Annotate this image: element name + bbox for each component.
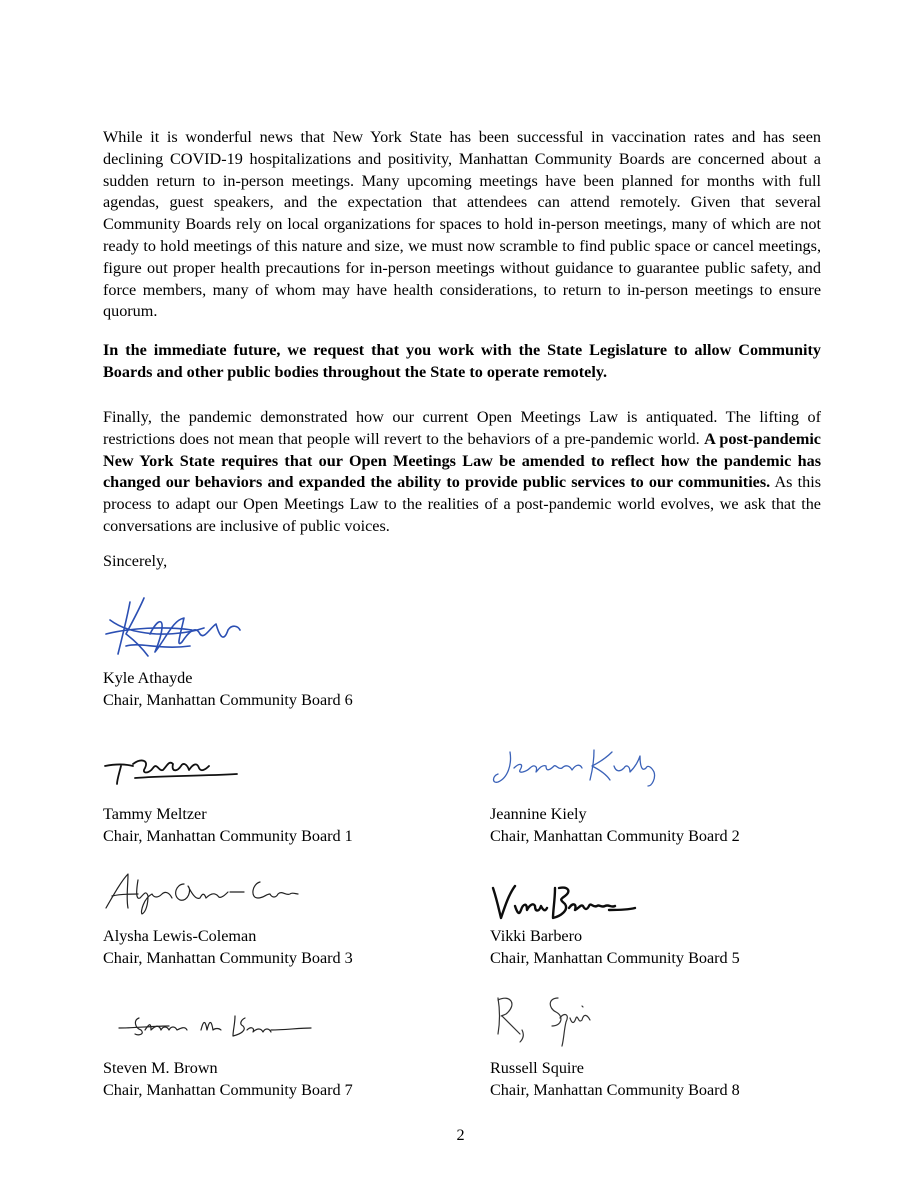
signature-jeannine-kiely bbox=[490, 742, 670, 792]
signature-tammy-meltzer bbox=[101, 752, 241, 792]
paragraph-concerns bbox=[103, 127, 821, 323]
signature-russell-squire bbox=[490, 990, 600, 1050]
signatory-block bbox=[103, 804, 353, 847]
signatory-block bbox=[490, 1058, 740, 1101]
signatory-title: Chair, Manhattan Community Board 8 bbox=[490, 1080, 740, 1099]
signatory-block bbox=[103, 668, 353, 711]
signatory-title: Chair, Manhattan Community Board 1 bbox=[103, 826, 353, 845]
page-number: 2 bbox=[456, 1126, 465, 1144]
signatory-title: Chair, Manhattan Community Board 2 bbox=[490, 826, 740, 845]
signatory-title: Chair, Manhattan Community Board 3 bbox=[103, 948, 353, 967]
paragraph-text: Finally, the pandemic demonstrated how our current Open Meetings Law is antiquated. The lifting of restrictions does not mean that people will revert to the behaviors of a pre-pandemic world. bbox=[103, 408, 821, 448]
signatory-name: Kyle Athayde bbox=[103, 669, 193, 687]
signatory-block bbox=[490, 926, 740, 969]
signature-alysha-lewis-coleman bbox=[100, 868, 300, 918]
closing-salutation: Sincerely, bbox=[103, 552, 168, 570]
signature-kyle-athayde bbox=[100, 590, 245, 670]
signatory-name: Tammy Meltzer bbox=[103, 805, 207, 823]
paragraph-bold-text: In the immediate future, we request that you work with the State Legislature to allow Community Boards and other public bodies throughout the State to operate remotely. bbox=[103, 341, 821, 381]
paragraph-bold-text: A post-pandemic New York State requires that our Open Meetings Law be amended to reflect how the pandemic has changed our behaviors and expanded the ability to provide public services to our communities. bbox=[103, 429, 821, 492]
paragraph-request bbox=[103, 340, 821, 384]
paragraph-text: While it is wonderful news that New York State has been successful in vaccination rates and has seen declining COVID-19 hospitalizations and positivity, Manhattan Community Boards are concerned about a sudden return to in-person meetings. Many upcoming meetings have been planned for months with full agendas, guest speakers, and the expectation that attendees can attend remotely. Given that several Community Boards rely on local organizations for spaces to hold in-person meetings, many of which are not ready to hold meetings of this nature and size, we must now scramble to find public space or cancel meetings, figure out proper health precautions for in-person meetings without guidance to guarantee public safety, and force members, many of whom may have health considerations, to return to in-person meetings to ensure quorum. bbox=[103, 128, 821, 321]
signatory-name: Jeannine Kiely bbox=[490, 805, 587, 823]
paragraph-open-meetings-law bbox=[103, 407, 821, 538]
signatory-name: Alysha Lewis-Coleman bbox=[103, 927, 257, 945]
signatory-block bbox=[103, 1058, 353, 1101]
signatory-title: Chair, Manhattan Community Board 7 bbox=[103, 1080, 353, 1099]
signatory-name: Russell Squire bbox=[490, 1059, 584, 1077]
paragraph-text: As this process to adapt our Open Meetings Law to the realities of a post-pandemic world evolves, we ask that the conversations are inclusive of public voices. bbox=[103, 473, 821, 535]
signatory-block bbox=[103, 926, 353, 969]
signatory-name: Vikki Barbero bbox=[490, 927, 583, 945]
signature-vikki-barbero bbox=[489, 880, 639, 925]
signatory-block bbox=[490, 804, 740, 847]
signatory-title: Chair, Manhattan Community Board 6 bbox=[103, 690, 353, 709]
signatory-name: Steven M. Brown bbox=[103, 1059, 218, 1077]
signature-steven-m-brown bbox=[115, 1008, 315, 1044]
signatory-title: Chair, Manhattan Community Board 5 bbox=[490, 948, 740, 967]
